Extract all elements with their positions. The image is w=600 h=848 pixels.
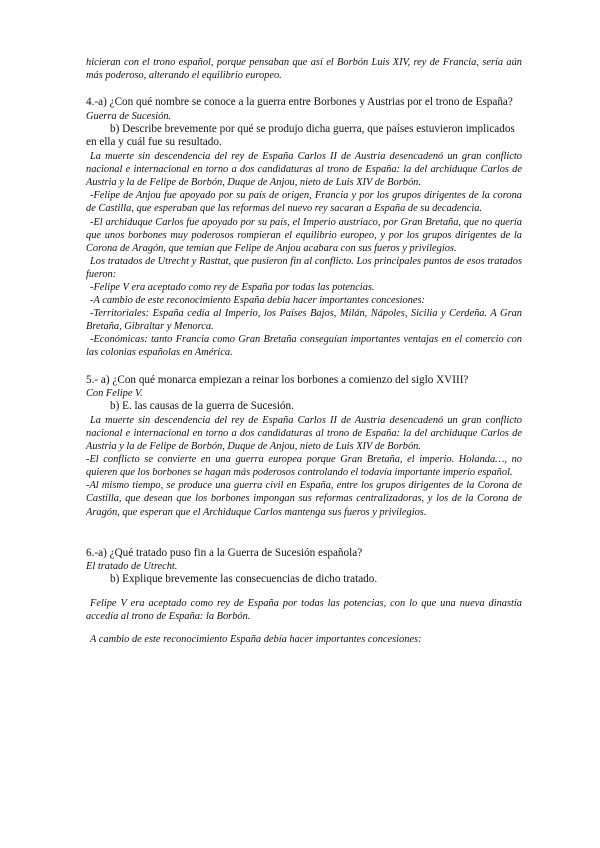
q6-paragraph-1: Felipe V era aceptado como rey de España por todas las potencias, con lo que una nueva dinastía accedía al trono de España: la Borbón. <box>86 597 522 622</box>
spacer <box>86 360 522 374</box>
spacer <box>86 587 522 597</box>
q4-paragraph-1: La muerte sin descendencia del rey de España Carlos II de Austria desencadenó un gran conflicto nacional e internacional en torno a dos candidaturas al trono de España: la del archiduque Carlos de Austria y la de Felipe de Borbón, Duque de Anjou, nieto de Luis XIV de Borbón. <box>86 151 522 189</box>
q4-paragraph-6: -A cambio de este reconocimiento España debía hacer importantes concesiones: <box>90 295 426 307</box>
q5-paragraph-1: La muerte sin descendencia del rey de España Carlos II de Austria desencadenó un gran conflicto nacional e internacional en torno a dos candidaturas al trono de España: la del archiduque Carlos de Austria y la de Felipe de Borbón, Duque de Anjou, nieto de Luis XIV de Borbón. <box>86 414 522 453</box>
q6-question-a: 6.-a) ¿Qué tratado puso fin a la Guerra de Sucesión española? <box>86 546 363 559</box>
intro-paragraph: hicieran con el trono español, porque pensaban que así el Borbón Luis XIV, rey de Francia, sería aún más poderoso, alterando el equilibrio europeo. <box>86 57 522 82</box>
q4-paragraph-7: -Territoriales: España cedía al Imperio, los Países Bajos, Milán, Nápoles, Sicilia y Cerdeña. A Gran Bretaña, Gibraltar y Menorca. <box>86 308 522 333</box>
q5-question-a: 5.- a) ¿Con qué monarca empiezan a reinar los borbones a comienzo del siglo XVIII? <box>86 373 469 386</box>
q5-answer-a: Con Felipe V. <box>86 388 143 400</box>
q6-answer-a: El tratado de Utrecht. <box>86 561 178 573</box>
q4-paragraph-5: -Felipe V era aceptado como rey de España por todas las potencias. <box>90 282 375 293</box>
q5-paragraph-2: -El conflicto se convierte en una guerra europea porque Gran Bretaña, el imperio. Holanda…, no quieren que los borbones se hagan más poderosos controlando el todavía importante imperio español. <box>86 454 522 479</box>
q6-question-b: b) Explique brevemente las consecuencias de dicho tratado. <box>110 573 378 586</box>
q4-answer-a: Guerra de Sucesión. <box>86 110 172 122</box>
q4-paragraph-4: Los tratados de Utrecht y Rasttat, que pusieron fin al conflicto. Los principales puntos de esos tratados fueron: <box>86 255 522 280</box>
q5-paragraph-3: -Al mismo tiempo, se produce una guerra civil en España, entre los grupos dirigentes de la Corona de Castilla, que desean que los borbones impongan sus reformas centralizadoras, y los de la Corona de Aragón, que esperan que el Archiduque Carlos mantenga sus fueros y privilegios. <box>86 480 522 518</box>
document-page <box>86 56 522 646</box>
spacer <box>86 519 522 547</box>
q4-question-a: 4.-a) ¿Con qué nombre se conoce a la guerra entre Borbones y Austrias por el trono de España? <box>86 96 513 109</box>
q5-question-b: b) E. las causas de la guerra de Sucesión. <box>110 400 294 413</box>
q4-paragraph-8: -Económicas: tanto Francia como Gran Bretaña conseguían importantes ventajas en el comercio con las colonias españolas en América. <box>86 334 522 359</box>
q6-paragraph-2: A cambio de este reconocimiento España debía hacer importantes concesiones: <box>90 634 422 646</box>
q4-question-b: b) Describe brevemente por qué se produjo dicha guerra, que países estuvieron implicados en ella y cuál fue su resultado. <box>86 122 515 149</box>
spacer <box>86 82 522 96</box>
q4-paragraph-2: -Felipe de Anjou fue apoyado por su país de origen, Francia y por los grupos dirigentes de la corona de Castilla, que esperaban que las reformas del nuevo rey sacaran a España de su decadencia. <box>86 190 522 215</box>
q4-paragraph-3: -El archiduque Carlos fue apoyado por su país, el Imperio austriaco, por Gran Bretaña, que no quería que unos borbones muy poderosos rompieran el equilibrio europeo, y por los grupos dirigentes de la Corona de Aragón, que temían que Felipe de Anjou acabara con sus fueros y privilegios. <box>86 216 522 254</box>
spacer <box>86 623 522 633</box>
